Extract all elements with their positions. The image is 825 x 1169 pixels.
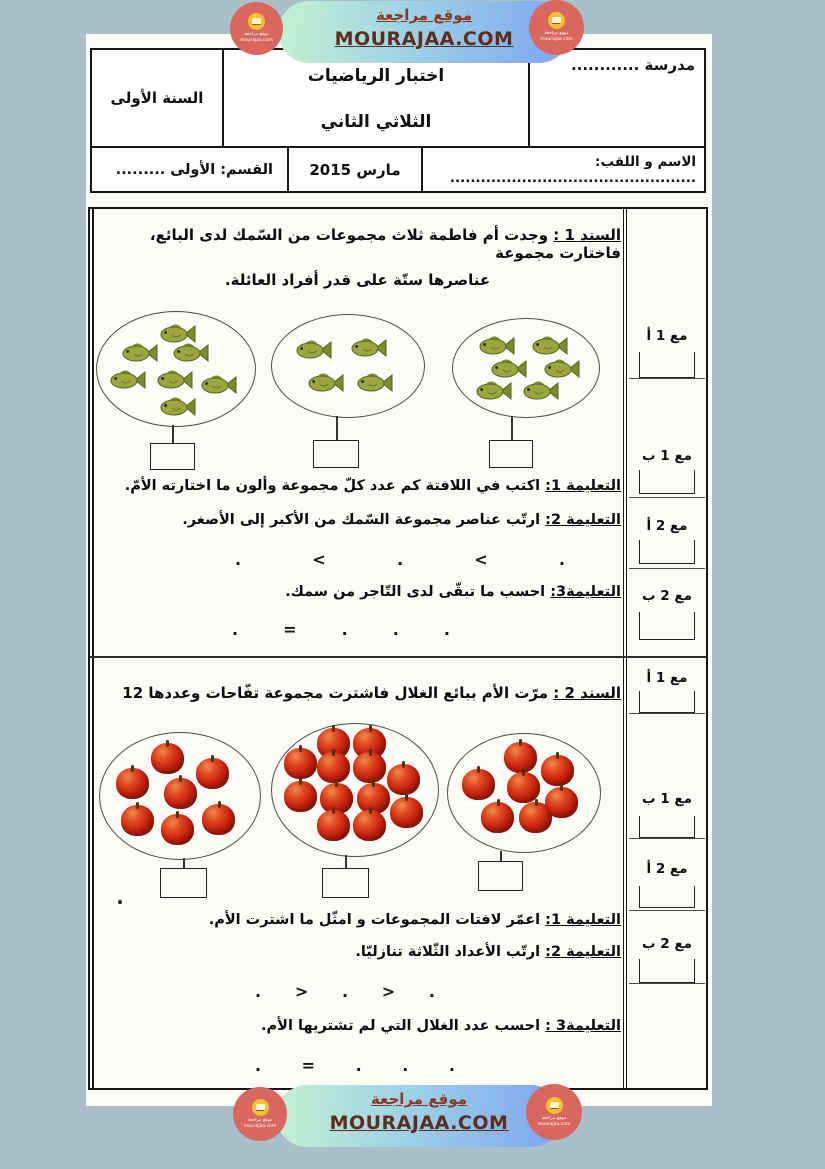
score-mark-label: مع 2 ب (642, 588, 692, 604)
exam-title: اختبار الرياضيات (307, 66, 445, 86)
logo-book-icon (248, 13, 265, 30)
exercise1-comparison-row (235, 552, 565, 568)
apple-icon (504, 742, 537, 773)
class-label: القسم: الأولى ......... (115, 161, 273, 178)
group-stem (172, 425, 174, 443)
apple-icon (284, 748, 317, 779)
fish-group-2 (271, 314, 425, 418)
score-column-divider (623, 209, 627, 1088)
apple-icon (161, 814, 194, 845)
placeholder-symbol: . (392, 620, 399, 639)
score-mark-label: مع 2 أ (646, 518, 688, 534)
apple-group-2 (271, 723, 439, 857)
score-column-separator (629, 713, 705, 714)
fish-icon (308, 372, 344, 398)
placeholder-symbol: . (402, 1056, 409, 1075)
apple-icon (202, 804, 235, 835)
placeholder-symbol: > (294, 982, 309, 1001)
apple-icon (353, 752, 386, 783)
placeholder-symbol: . (255, 1056, 262, 1075)
placeholder-symbol: . (232, 620, 239, 639)
exercise1-statement-line2: عناصرها ستّة على قدر أفراد العائلة. (224, 271, 491, 289)
exercise-divider (90, 656, 706, 658)
logo-book-icon (252, 1099, 269, 1116)
site-logo: موقع مراجعة mourajaa.com (529, 0, 584, 55)
group-stem (183, 858, 185, 868)
exercise2-instruction-2: التعليمة 2: ارتّب الأعداد الثّلاثة تنازليّا. (355, 944, 621, 960)
year-cell (90, 48, 224, 148)
apple-group-1 (99, 732, 261, 860)
apple-icon (284, 781, 317, 812)
score-mark-box (639, 959, 695, 983)
placeholder-symbol: . (235, 550, 242, 569)
logo-book-icon (548, 12, 565, 29)
exercise2-comparison-row (255, 984, 435, 1000)
score-column-separator (629, 568, 705, 569)
score-mark-box (639, 470, 695, 494)
score-mark-box (639, 816, 695, 838)
answer-box (160, 868, 207, 898)
placeholder-symbol: . (341, 982, 349, 1001)
site-logo: موقع مراجعة mourajaa.com (526, 1084, 582, 1140)
placeholder-symbol: . (355, 1056, 362, 1075)
exercise2-instruction-1: التعليمة 1: اعمّر لافتات المجموعات و امثّل ما اشترت الأم. (208, 912, 621, 928)
bottom-banner (276, 1085, 562, 1147)
group-stem (500, 851, 502, 861)
score-mark-label: مع 2 أ (646, 861, 688, 877)
date-cell (287, 146, 423, 193)
site-logo: موقع مراجعة mourajaa.com (233, 1087, 287, 1141)
group-stem (511, 416, 513, 440)
fish-icon (173, 342, 209, 368)
fish-group-3 (452, 318, 600, 418)
site-logo: موقع مراجعة mourajaa.com (230, 2, 283, 55)
fish-icon (201, 374, 237, 400)
exercise1-equation-row (232, 622, 450, 638)
answer-box (322, 868, 369, 898)
placeholder-symbol: . (396, 550, 404, 569)
apple-icon (121, 805, 154, 836)
score-column-separator (629, 497, 705, 498)
year-label: السنة الأولى (110, 89, 204, 107)
exercise2-title: السند 2 : (553, 684, 621, 702)
apple-icon (462, 769, 495, 800)
apple-icon (541, 755, 574, 786)
exercise1-title: السند 1 : (553, 226, 621, 244)
fish-icon (476, 380, 512, 406)
name-label: الاسم و اللقب: ................................................ (449, 153, 696, 186)
placeholder-symbol: . (448, 1056, 455, 1075)
apple-group-3 (447, 733, 601, 853)
fish-icon (523, 380, 559, 406)
placeholder-symbol: . (255, 982, 262, 1001)
school-label: مدرسة ............ (570, 56, 695, 74)
placeholder-symbol: < (312, 550, 326, 569)
placeholder-symbol: . (428, 982, 435, 1001)
top-banner (278, 1, 570, 63)
school-cell (528, 48, 706, 148)
exercise2-instruction-3: التعليمة3 : احسب عدد الغلال التي لم تشتريها الأم. (261, 1018, 621, 1034)
stray-dot (118, 900, 122, 904)
apple-icon (507, 772, 540, 803)
exercise2-equation-row (255, 1058, 455, 1074)
placeholder-symbol: < (474, 550, 488, 569)
apple-icon (151, 743, 184, 774)
fish-icon (357, 372, 393, 398)
placeholder-symbol: = (283, 620, 297, 639)
score-mark-box (639, 352, 695, 378)
placeholder-symbol: . (443, 620, 450, 639)
apple-icon (353, 810, 386, 841)
apple-icon (164, 778, 197, 809)
score-mark-box (639, 886, 695, 908)
exercise1-instruction-3: التعليمة3: احسب ما تبقّى لدى التّاجر من سمك. (285, 584, 621, 600)
answer-box (478, 861, 523, 891)
subject-cell (222, 48, 530, 148)
score-mark-label: مع 1 ب (642, 448, 692, 464)
fish-icon (532, 335, 568, 361)
logo-book-icon (546, 1097, 563, 1114)
apple-icon (317, 752, 350, 783)
placeholder-symbol: = (301, 1056, 316, 1075)
score-column-separator (629, 838, 705, 839)
group-stem (336, 416, 338, 440)
apple-icon (317, 810, 350, 841)
answer-box (313, 440, 359, 468)
group-stem (345, 855, 347, 868)
date-label: مارس 2015 (309, 160, 401, 179)
score-mark-label: مع 1 ب (642, 791, 692, 807)
fish-icon (479, 335, 515, 361)
score-mark-label: مع 1 أ (646, 670, 688, 686)
placeholder-symbol: . (558, 550, 565, 569)
site-domain-link[interactable]: MOURAJAA.COM (334, 28, 514, 50)
exercise1-instruction-2: التعليمة 2: ارتّب عناصر مجموعة السّمك من الأكبر إلى الأصغر. (182, 512, 621, 528)
exercise1-statement-line1: السند 1 : وجدت أم فاطمة ثلاث مجموعات من السّمك لدى البائع، فاختارت مجموعة (149, 226, 621, 262)
placeholder-symbol: . (341, 620, 348, 639)
score-column-separator (629, 910, 705, 911)
answer-box (150, 443, 195, 470)
exercise-frame (88, 207, 708, 1090)
fish-icon (157, 369, 193, 395)
class-cell (90, 146, 289, 193)
fish-icon (122, 342, 158, 368)
score-column-separator (629, 378, 705, 379)
site-domain-link[interactable]: MOURAJAA.COM (329, 1112, 509, 1134)
answer-box (489, 440, 533, 468)
score-mark-box (639, 612, 695, 640)
fish-group-1 (96, 311, 256, 427)
score-mark-label: مع 1 أ (646, 328, 688, 344)
site-name-arabic-link[interactable]: موقع مراجعة (375, 6, 473, 24)
score-mark-box (639, 691, 695, 713)
fish-icon (160, 396, 196, 422)
apple-icon (519, 802, 552, 833)
score-mark-box (639, 540, 695, 564)
score-column-separator (629, 983, 705, 984)
exercise2-statement-line1: السند 2 : مرّت الأم ببائع الغلال فاشترت مجموعة تفّاحات وعددها 12 (122, 684, 621, 702)
apple-icon (116, 768, 149, 799)
trimester-label: الثلاثي الثاني (320, 112, 432, 132)
placeholder-symbol: > (381, 982, 396, 1001)
name-cell (421, 146, 706, 193)
exercise1-instruction-1: التعليمة 1: اكتب في اللافتة كم عدد كلّ مجموعة وألون ما اختارته الأمّ. (124, 478, 621, 494)
fish-icon (351, 337, 387, 363)
apple-icon (196, 758, 229, 789)
fish-icon (296, 339, 332, 365)
apple-icon (481, 802, 514, 833)
score-mark-label: مع 2 ب (642, 936, 692, 952)
site-name-arabic-link[interactable]: موقع مراجعة (370, 1090, 468, 1108)
apple-icon (390, 797, 423, 828)
apple-icon (387, 764, 420, 795)
fish-icon (110, 369, 146, 395)
